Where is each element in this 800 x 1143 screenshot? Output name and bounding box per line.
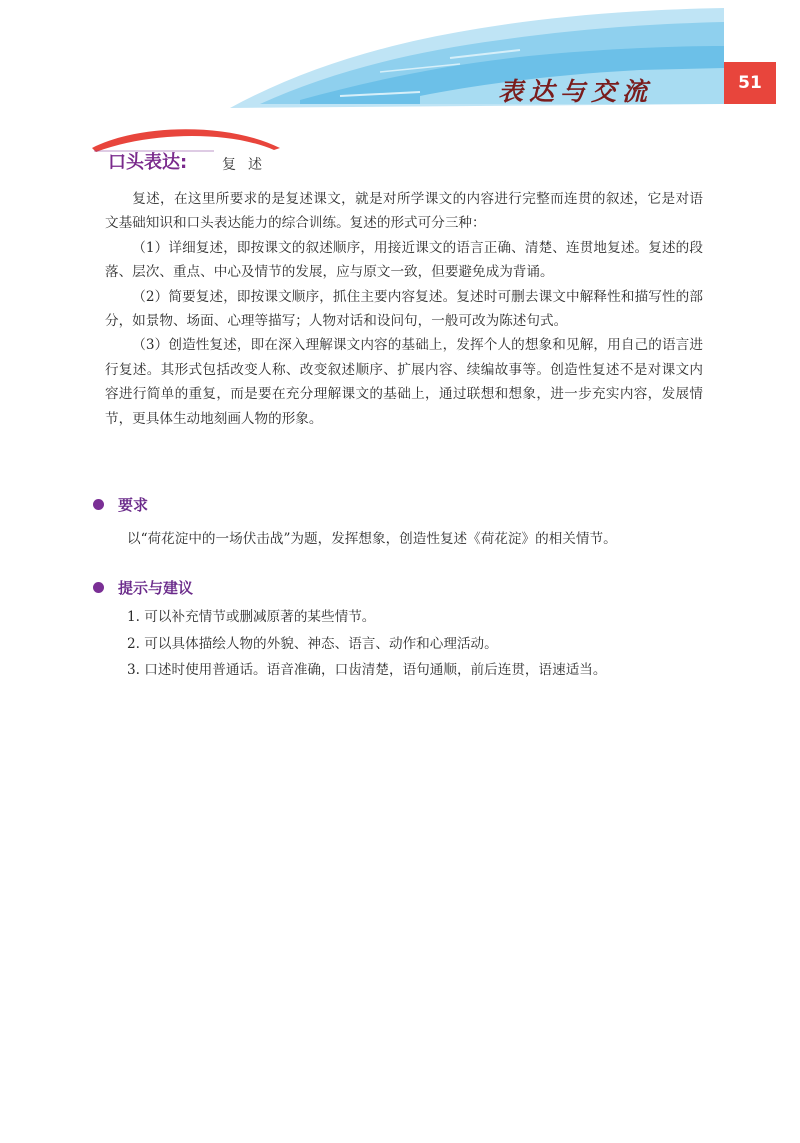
requirement-heading-text: 要求: [118, 496, 149, 514]
body-paragraph: （1）详细复述，即按课文的叙述顺序，用接近课文的语言正确、清楚、连贯地复述。复述的段落、层次、重点、中心及情节的发展，应与原文一致，但要避免成为背诵。: [105, 239, 703, 281]
body-text: [105, 187, 703, 431]
tips-heading-text: 提示与建议: [118, 579, 194, 597]
section-label: 口头表达:: [108, 152, 188, 173]
section-subtitle: 复述: [222, 157, 274, 173]
tips-list: [127, 604, 727, 684]
requirement-text: 以“荷花淀中的一场伏击战”为题，发挥想象，创造性复述《荷花淀》的相关情节。: [127, 531, 617, 547]
page-number: 51: [724, 62, 776, 104]
chapter-title: 表达与交流: [498, 77, 654, 106]
tips-heading: [93, 577, 193, 598]
requirement-heading: [93, 494, 148, 515]
list-item: 3. 口述时使用普通话。语音准确，口齿清楚，语句通顺，前后连贯，语速适当。: [127, 662, 607, 678]
body-paragraph: （3）创造性复述，即在深入理解课文内容的基础上，发挥个人的想象和见解，用自己的语言进行复述。其形式包括改变人称、改变叙述顺序、扩展内容、续编故事等。创造性复述不是对课文内容进行简单的重复，而是要在充分理解课文的基础上，通过联想和想象，进一步充实内容，发展情节，更具体生动地刻画人物的形象。: [105, 337, 703, 427]
bullet-dot-icon: [93, 582, 104, 593]
list-item: 1. 可以补充情节或删减原著的某些情节。: [127, 609, 376, 625]
body-paragraph: （2）简要复述，即按课文顺序，抓住主要内容复述。复述时可删去课文中解释性和描写性的部分，如景物、场面、心理等描写；人物对话和设问句，一般可改为陈述句式。: [105, 288, 703, 330]
section-heading: [88, 122, 288, 176]
body-paragraph: 复述，在这里所要求的是复述课文，就是对所学课文的内容进行完整而连贯的叙述，它是对语文基础知识和口头表达能力的综合训练。复述的形式可分三种：: [105, 191, 703, 232]
bullet-dot-icon: [93, 499, 104, 510]
list-item: 2. 可以具体描绘人物的外貌、神态、语言、动作和心理活动。: [127, 635, 498, 652]
